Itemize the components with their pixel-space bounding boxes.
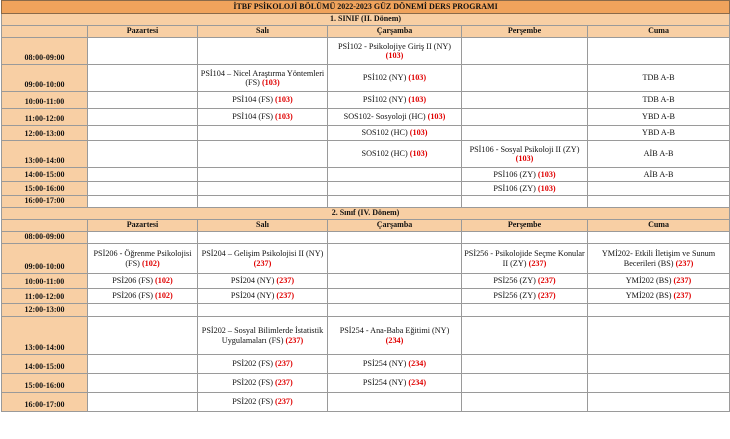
schedule-cell [88,274,198,289]
schedule-row [2,126,730,141]
course-label: TDB A-B [642,73,675,83]
schedule-cell [328,196,462,208]
course-label: TDB A-B [642,95,675,105]
schedule-cell [328,38,462,65]
schedule-cell [198,317,328,355]
course-label: PSİ206 (FS) [112,276,153,286]
schedule-cell [198,274,328,289]
schedule-cell [198,232,328,244]
schedule-cell [88,289,198,304]
room-number: (103) [408,73,427,83]
time-column-header [2,220,88,232]
schedule-cell [88,244,198,274]
schedule-cell [328,289,462,304]
schedule-cell [328,168,462,182]
section-heading: 1. SINIF (II. Dönem) [2,14,730,26]
schedule-cell [198,38,328,65]
schedule-cell [88,393,198,412]
schedule-cell [88,374,198,393]
course-label: PSİ254 (NY) [362,378,407,388]
schedule-cell [462,304,588,317]
schedule-cell [462,141,588,168]
course-label: SOS102 (HC) [361,128,408,138]
room-number: (103) [275,95,293,105]
schedule-cell [588,244,730,274]
course-label: SOS102 (HC) [361,149,408,159]
room-number: (102) [155,291,173,301]
schedule-cell [588,289,730,304]
course-label: SOS102- Sosyoloji (HC) [343,112,426,122]
schedule-title: İTBF PSİKOLOJİ BÖLÜMÜ 2022-2023 GÜZ DÖNEMİ DERS PROGRAMI [2,1,730,14]
schedule-cell [198,109,328,126]
schedule-cell [328,244,462,274]
room-number: (234) [408,359,427,369]
room-number: (103) [537,169,556,179]
schedule-cell [462,393,588,412]
time-slot: 16:00-17:00 [2,393,88,412]
section-header-row [2,208,730,220]
schedule-cell [462,289,588,304]
room-number: (102) [141,258,160,268]
time-slot: 14:00-15:00 [2,355,88,374]
schedule-cell [588,38,730,65]
schedule-cell [462,274,588,289]
course-label: YBD A-B [642,128,676,138]
day-header: Salı [198,26,328,38]
room-number: (237) [275,378,293,388]
time-slot: 13:00-14:00 [2,141,88,168]
schedule-cell [198,393,328,412]
course-label: PSİ202 (FS) [232,378,273,388]
schedule-cell [88,196,198,208]
schedule-row [2,182,730,196]
schedule-cell [88,304,198,317]
schedule-cell [198,304,328,317]
schedule-cell [88,38,198,65]
time-slot: 12:00-13:00 [2,304,88,317]
schedule-cell [588,109,730,126]
room-number: (237) [675,258,694,268]
day-header: Cuma [588,26,730,38]
course-label: YMİ202 (BS) [625,276,672,286]
day-header: Pazartesi [88,220,198,232]
course-label: PSİ206 (FS) [112,291,153,301]
room-number: (237) [537,291,556,301]
schedule-row [2,393,730,412]
day-header: Perşembe [462,220,588,232]
schedule-cell [328,65,462,92]
course-label: PSİ104 – Nicel Araştırma Yöntemleri (FS) [200,68,325,87]
schedule-cell [198,92,328,109]
course-label: PSİ256 (ZY) [493,276,536,286]
day-header: Çarşamba [328,220,462,232]
section-heading: 2. Sınıf (IV. Dönem) [2,208,730,220]
schedule-cell [588,126,730,141]
course-label: PSİ102 (NY) [362,95,407,105]
course-label: PSİ106 (ZY) [493,169,536,179]
schedule-table [1,0,730,412]
course-label: PSİ202 – Sosyal Bilimlerde İstatistik Uygulamaları (FS) [201,326,324,345]
schedule-cell [198,289,328,304]
title-row [2,1,730,14]
schedule-row [2,374,730,393]
course-label: PSİ106 - Sosyal Psikoloji II (ZY) [469,144,580,154]
schedule-cell [88,92,198,109]
day-header: Çarşamba [328,26,462,38]
room-number: (103) [409,149,428,159]
course-label: YMİ202- Etkili İletişim ve Sunum Becerileri (BS) [601,249,716,268]
schedule-cell [198,355,328,374]
time-column-header [2,26,88,38]
schedule-cell [328,355,462,374]
room-number: (103) [409,128,428,138]
schedule-cell [462,355,588,374]
course-label: PSİ106 (ZY) [493,183,536,193]
day-header: Salı [198,220,328,232]
schedule-cell [88,109,198,126]
schedule-row [2,65,730,92]
course-label: PSİ104 (FS) [232,95,273,105]
room-number: (237) [673,276,692,286]
time-slot: 10:00-11:00 [2,92,88,109]
course-label: PSİ204 – Gelişim Psikolojisi II (NY) [201,249,324,259]
schedule-cell [88,126,198,141]
room-number: (237) [275,359,293,369]
schedule-cell [462,109,588,126]
day-header: Perşembe [462,26,588,38]
schedule-cell [462,232,588,244]
course-label: PSİ206 - Öğrenme Psikolojisi (FS) [93,249,192,268]
schedule-row [2,109,730,126]
schedule-cell [88,65,198,92]
schedule-cell [328,374,462,393]
section-header-row [2,14,730,26]
schedule-row [2,317,730,355]
room-number: (237) [276,291,295,301]
schedule-row [2,168,730,182]
schedule-cell [588,196,730,208]
schedule-cell [462,374,588,393]
course-label: PSİ254 - Ana-Baba Eğitimi (NY) [339,326,450,336]
room-number: (237) [673,291,692,301]
schedule-cell [462,182,588,196]
schedule-cell [588,393,730,412]
room-number: (103) [385,51,404,60]
time-slot: 08:00-09:00 [2,38,88,65]
schedule-cell [588,274,730,289]
time-slot: 09:00-10:00 [2,244,88,274]
time-slot: 16:00-17:00 [2,196,88,208]
schedule-cell [462,92,588,109]
schedule-cell [88,182,198,196]
room-number: (103) [408,95,427,105]
schedule-cell [588,92,730,109]
room-number: (237) [528,258,547,268]
schedule-cell [88,168,198,182]
schedule-cell [588,232,730,244]
schedule-cell [198,141,328,168]
room-number: (102) [155,276,173,286]
schedule-cell [462,65,588,92]
day-header: Cuma [588,220,730,232]
time-slot: 12:00-13:00 [2,126,88,141]
time-slot: 11:00-12:00 [2,109,88,126]
time-slot: 14:00-15:00 [2,168,88,182]
schedule-cell [328,274,462,289]
time-slot: 10:00-11:00 [2,274,88,289]
schedule-cell [328,232,462,244]
room-number: (237) [275,397,293,407]
schedule-cell [462,317,588,355]
schedule-cell [462,168,588,182]
time-slot: 15:00-16:00 [2,374,88,393]
schedule-cell [462,196,588,208]
course-label: PSİ202 (FS) [232,359,273,369]
room-number: (237) [285,335,304,345]
schedule-row [2,244,730,274]
schedule-cell [588,168,730,182]
time-slot: 13:00-14:00 [2,317,88,355]
schedule-cell [328,304,462,317]
room-number: (234) [408,378,427,388]
schedule-cell [88,317,198,355]
schedule-cell [588,317,730,355]
schedule-cell [328,126,462,141]
schedule-cell [198,196,328,208]
course-label: YBD A-B [642,112,676,122]
schedule-row [2,232,730,244]
schedule-cell [88,355,198,374]
day-header: Pazartesi [88,26,198,38]
day-header-row [2,26,730,38]
schedule-cell [462,126,588,141]
schedule-cell [588,374,730,393]
schedule-cell [328,317,462,355]
schedule-cell [328,393,462,412]
course-label: AİB A-B [643,149,674,159]
room-number: (237) [276,276,295,286]
time-slot: 15:00-16:00 [2,182,88,196]
schedule-cell [462,38,588,65]
course-label: YMİ202 (BS) [625,291,672,301]
schedule-row [2,92,730,109]
schedule-cell [588,304,730,317]
time-slot: 09:00-10:00 [2,65,88,92]
schedule-row [2,289,730,304]
schedule-cell [198,374,328,393]
schedule-cell [198,65,328,92]
schedule-cell [198,168,328,182]
room-number: (103) [275,112,293,122]
schedule-row [2,274,730,289]
course-label: PSİ204 (NY) [230,276,275,286]
schedule-row [2,141,730,168]
schedule-row [2,196,730,208]
course-label: PSİ202 (FS) [232,397,273,407]
schedule-cell [328,92,462,109]
schedule-cell [588,141,730,168]
day-header-row [2,220,730,232]
room-number: (103) [537,183,556,193]
room-number: (103) [427,112,446,122]
schedule-cell [588,65,730,92]
schedule-cell [198,244,328,274]
room-number: (103) [515,154,534,163]
room-number: (103) [261,78,280,87]
course-label: PSİ256 (ZY) [493,291,536,301]
room-number: (237) [537,276,556,286]
course-label: PSİ102 (NY) [362,73,407,83]
course-label: PSİ204 (NY) [230,291,275,301]
schedule-cell [328,182,462,196]
schedule-cell [328,109,462,126]
schedule-row [2,304,730,317]
schedule-cell [588,355,730,374]
schedule-cell [88,232,198,244]
schedule-cell [328,141,462,168]
room-number: (237) [253,258,272,268]
course-label: AİB A-B [643,169,674,179]
schedule-row [2,355,730,374]
course-label: PSİ256 - Psikolojide Seçme Konular II (ZY) [464,249,585,268]
schedule-cell [462,244,588,274]
course-label: PSİ102 - Psikolojiye Giriş II (NY) [337,41,452,51]
time-slot: 11:00-12:00 [2,289,88,304]
schedule-cell [88,141,198,168]
schedule-cell [198,182,328,196]
schedule-row [2,38,730,65]
schedule-cell [198,126,328,141]
schedule-cell [588,182,730,196]
course-label: PSİ104 (FS) [232,112,273,122]
room-number: (234) [385,335,404,345]
time-slot: 08:00-09:00 [2,232,88,244]
course-label: PSİ254 (NY) [362,359,407,369]
